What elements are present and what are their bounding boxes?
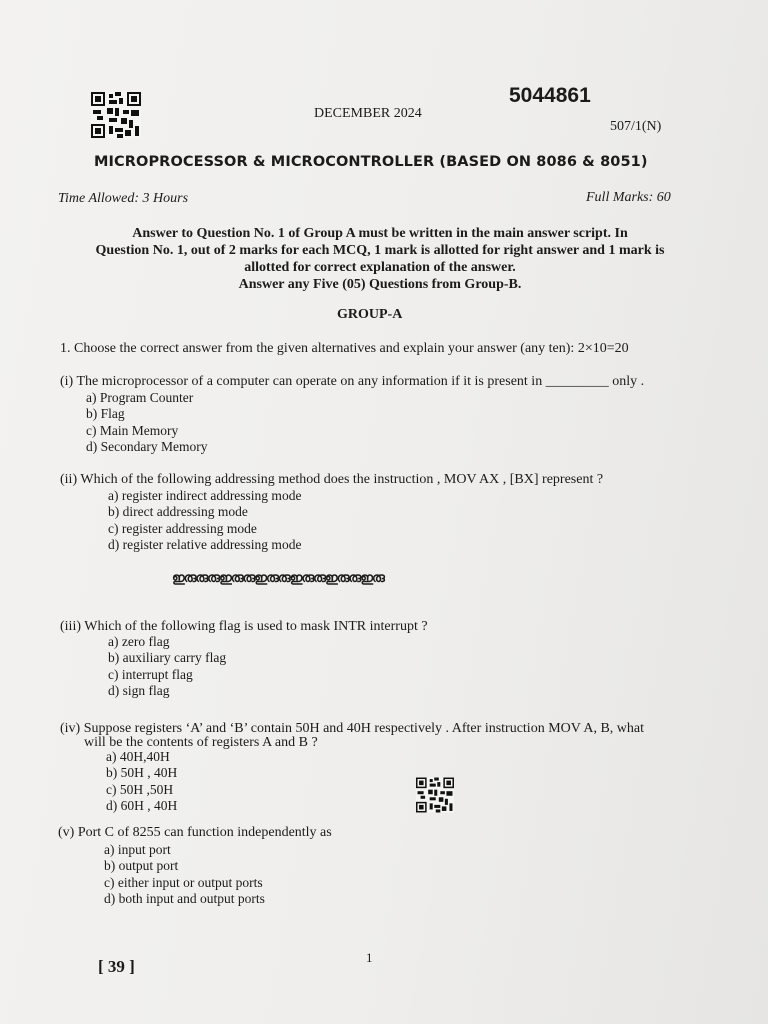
paper-title: MICROPROCESSOR & MICROCONTROLLER (BASED ON 8086 & 8051) [94, 154, 648, 170]
option: d) sign flag [108, 683, 170, 699]
question-text: (i) The microprocessor of a computer can operate on any information if it is present in _________ only . [60, 374, 645, 389]
exam-date: DECEMBER 2024 [314, 106, 422, 121]
qr-code-icon [416, 777, 454, 813]
option: a) register indirect addressing mode [108, 488, 302, 503]
option: b) output port [104, 858, 179, 874]
full-marks: Full Marks: 60 [586, 190, 671, 205]
option: a) Program Counter [86, 390, 194, 405]
page-code: [ 39 ] [98, 957, 135, 976]
qr-code-icon [91, 92, 141, 138]
option-list [104, 842, 265, 908]
option: c) Main Memory [86, 422, 179, 438]
option: b) direct addressing mode [108, 504, 248, 520]
option: a) 40H,40H [106, 749, 170, 764]
option: b) 50H , 40H [106, 765, 178, 781]
instruction-line: allotted for correct explanation of the answer. [244, 260, 516, 275]
option: a) zero flag [108, 634, 170, 649]
option: a) input port [104, 842, 171, 857]
option: d) register relative addressing mode [108, 537, 302, 553]
serial-number: 5044861 [509, 84, 591, 107]
option-list [108, 634, 226, 700]
instruction-line: Answer any Five (05) Questions from Group-B. [238, 277, 522, 292]
option-list [86, 390, 207, 456]
question-text: (iv) Suppose registers ‘A’ and ‘B’ contain 50H and 40H respectively . After instruction MOV A, B, what [60, 721, 645, 736]
time-allowed: Time Allowed: 3 Hours [58, 191, 189, 206]
option: c) either input or output ports [104, 874, 263, 890]
group-heading: GROUP-A [337, 307, 403, 322]
option: c) 50H ,50H [106, 781, 174, 797]
instruction-line: Question No. 1, out of 2 marks for each MCQ, 1 mark is allotted for right answer and 1 mark is [95, 243, 665, 258]
question-text: (v) Port C of 8255 can function independently as [58, 825, 332, 840]
option-list [108, 488, 301, 554]
question-text: (iii) Which of the following flag is used to mask INTR interrupt ? [60, 619, 428, 634]
paper-code: 507/1(N) [610, 119, 662, 134]
page-number: 1 [366, 950, 373, 965]
option: b) Flag [86, 406, 125, 422]
option: b) auxiliary carry flag [108, 650, 227, 666]
option-list [106, 749, 177, 815]
instruction-line: Answer to Question No. 1 of Group A must be written in the main answer script. In [132, 226, 628, 241]
question-intro: 1. Choose the correct answer from the given alternatives and explain your answer (any ten): 2×10=20 [60, 341, 629, 356]
question-text-cont: will be the contents of registers A and B ? [84, 735, 318, 750]
option: c) interrupt flag [108, 666, 193, 682]
option: d) both input and output ports [104, 891, 265, 907]
option: c) register addressing mode [108, 520, 257, 536]
section-divider: ഇരുരുരുഇരുരുഇരുരുഇരുരുഇരുരുഇരു [172, 570, 384, 585]
question-text: (ii) Which of the following addressing method does the instruction , MOV AX , [BX] represent ? [60, 472, 604, 487]
instructions [60, 225, 700, 293]
option: d) 60H , 40H [106, 798, 178, 814]
option: d) Secondary Memory [86, 439, 208, 455]
